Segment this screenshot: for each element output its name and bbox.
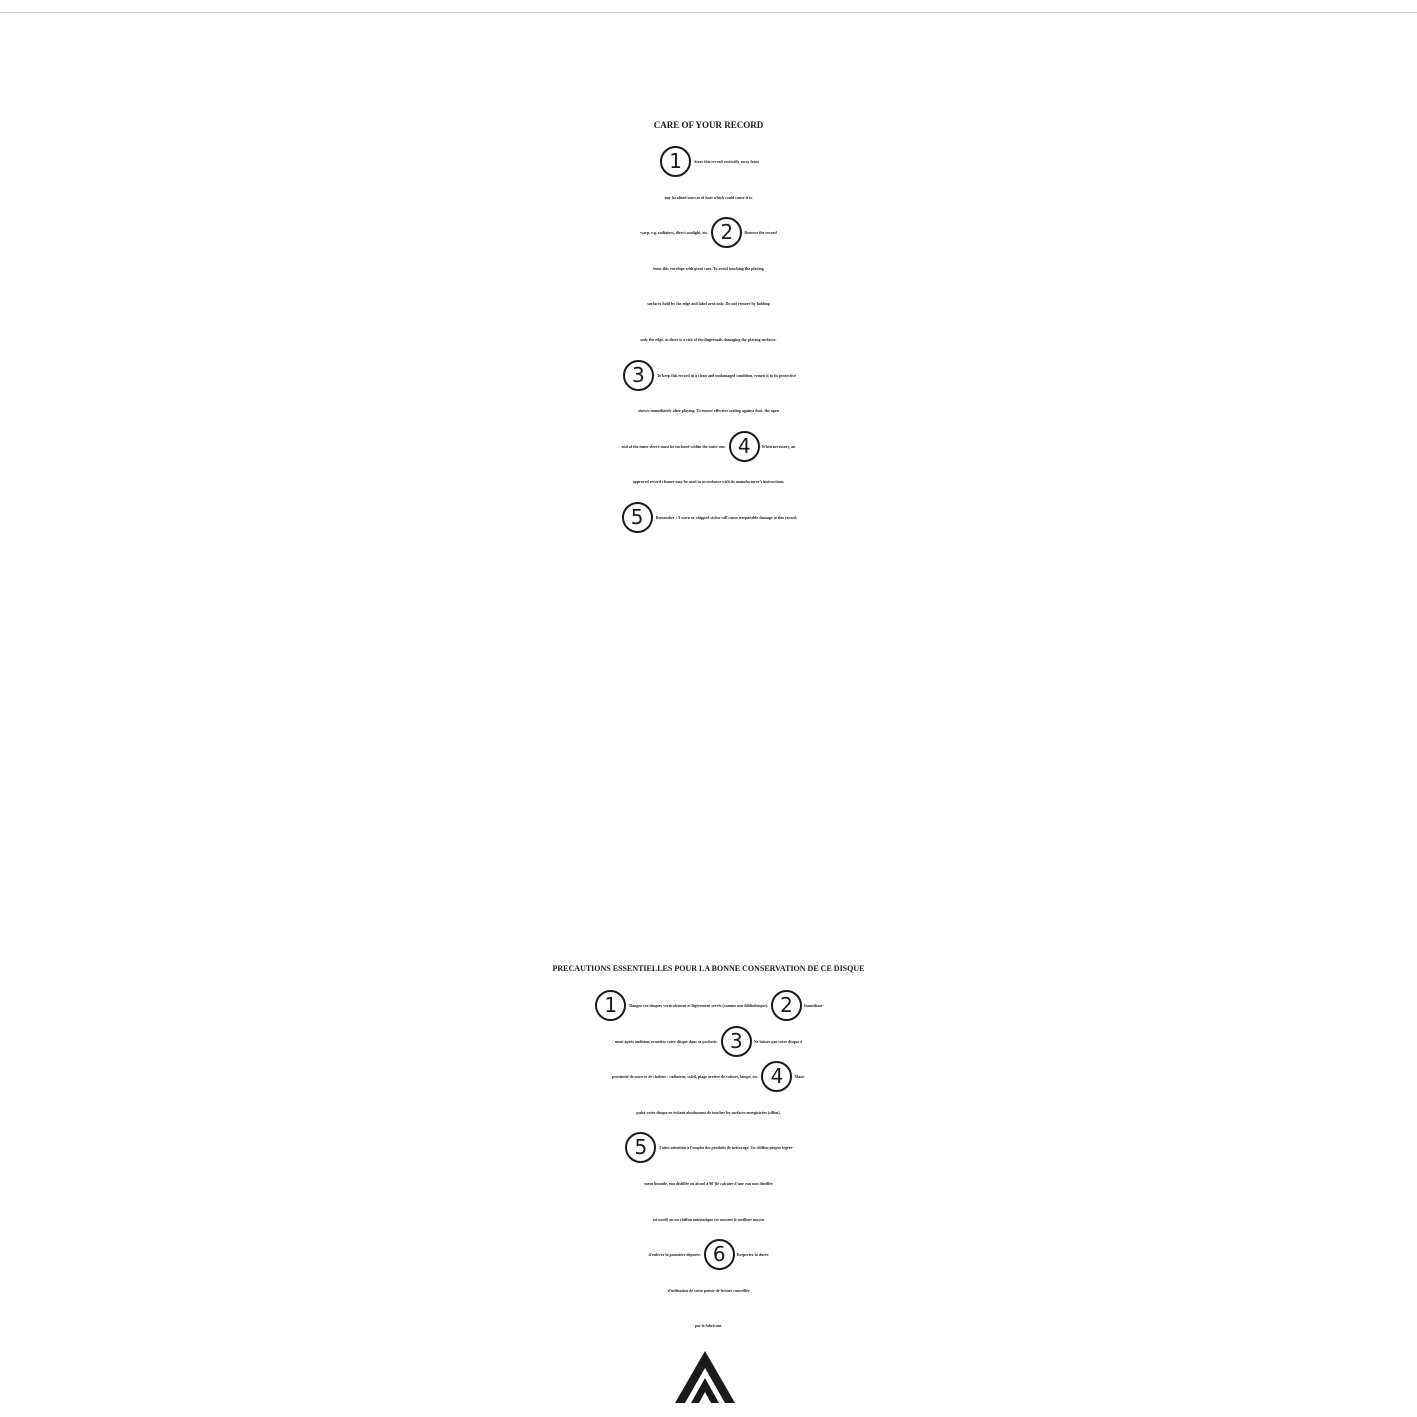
step-number-badge: 4 (761, 1061, 792, 1092)
line-text: Respectez la durée (736, 1252, 769, 1258)
french-line (0, 1273, 1417, 1309)
english-line (0, 500, 1417, 536)
step-number-badge: 2 (711, 217, 742, 248)
step-number-badge: 5 (622, 502, 653, 533)
english-body (0, 144, 1417, 536)
line-text: surfaces hold by the edge and label area only. Do not remove by holding (647, 301, 770, 307)
french-line (0, 1166, 1417, 1202)
line-text: proximité de sources de chaleur : radiateur, soleil, plage arrière de voiture, lampe, etc. (612, 1074, 759, 1080)
french-line (0, 1059, 1417, 1095)
english-line (0, 429, 1417, 465)
line-text: d’utilisation de votre pointe de lecture conseillée (667, 1287, 750, 1293)
english-line (0, 464, 1417, 500)
step-number-badge: 3 (721, 1026, 752, 1057)
top-divider (0, 12, 1417, 13)
line-text: pulez votre disque en évitant absolument de toucher les surfaces enregistrées (sillon). (636, 1109, 781, 1115)
line-text: sleeves immediately after playing. To ensure effective sealing against dust, the open (637, 408, 780, 414)
step-number-badge: 3 (623, 360, 654, 391)
line-text: When necessary, an (761, 443, 796, 449)
line-text: To keep this record in a clean and undamaged condition, return it to its protective (656, 372, 797, 378)
french-line (0, 1202, 1417, 1238)
line-text: est nocif) ou un chiffon antistatique est souvent le meilleur moyen (652, 1216, 765, 1222)
french-line (0, 1308, 1417, 1344)
english-line (0, 358, 1417, 394)
line-text: d’enlever la poussière déposée. (648, 1252, 701, 1258)
french-line (0, 1130, 1417, 1166)
line-text: ment après audition, remettez votre disque dans sa pochette. (614, 1038, 718, 1044)
line-text: Remember ! A worn or chipped stylus will cause irreparable damage to this record. (655, 514, 798, 520)
english-line (0, 180, 1417, 216)
step-number-badge: 2 (771, 990, 802, 1021)
line-text: warp, e.g. radiators, direct sunlight, etc. (640, 230, 709, 236)
french-title: PRECAUTIONS ESSENTIELLES POUR LA BONNE CONSERVATION DE CE DISQUE (552, 964, 865, 973)
french-line (0, 1237, 1417, 1273)
english-line (0, 251, 1417, 287)
step-number-badge: 1 (595, 990, 626, 1021)
french-body (0, 988, 1417, 1344)
english-line (0, 393, 1417, 429)
care-instructions-french (0, 950, 1417, 1344)
english-line (0, 322, 1417, 358)
english-line (0, 286, 1417, 322)
line-text: Ne laissez pas votre disque à (753, 1038, 803, 1044)
french-line (0, 1024, 1417, 1060)
line-text: end of the inner sleeve must be enclosed within the outer one. (621, 443, 726, 449)
line-text: ment humide, eau distillée ou alcool à 90°(le calcaire d’une eau non distillée (644, 1180, 773, 1186)
english-line (0, 215, 1417, 251)
english-line (0, 144, 1417, 180)
line-text: Mani- (794, 1074, 805, 1080)
french-line (0, 1095, 1417, 1131)
step-number-badge: 6 (704, 1239, 735, 1270)
line-text: approved record cleaner may be used in accordance with its manufacturer’s instructions. (632, 479, 785, 485)
step-number-badge: 4 (729, 431, 760, 462)
line-text: only the edge, as there is a risk of the fingernails damaging the playing surfaces. (640, 336, 777, 342)
line-text: Store this record vertically away from (694, 159, 759, 164)
triangle-chevron-logo-icon (672, 1348, 738, 1406)
english-title: CARE OF YOUR RECORD (653, 120, 764, 130)
step-number-badge: 1 (660, 146, 691, 177)
line-text: Remove the record (744, 230, 777, 236)
line-text: par le fabricant. (694, 1323, 723, 1329)
care-instructions-english (0, 106, 1417, 536)
line-text: Immédiate- (804, 1003, 824, 1008)
french-line (0, 988, 1417, 1024)
line-text: Rangez vos disques verticalement et légèrement serrés (comme une bibliothèque). (629, 1003, 768, 1008)
step-number-badge: 5 (625, 1132, 656, 1163)
line-text: any localised sources of heat which could cause it to (664, 194, 753, 200)
line-text: Faites attention à l’emploi des produits de nettoyage. Un chiffon propre légère- (659, 1145, 794, 1151)
line-text: from this envelope with great care. To avoid touching the playing (653, 265, 764, 271)
